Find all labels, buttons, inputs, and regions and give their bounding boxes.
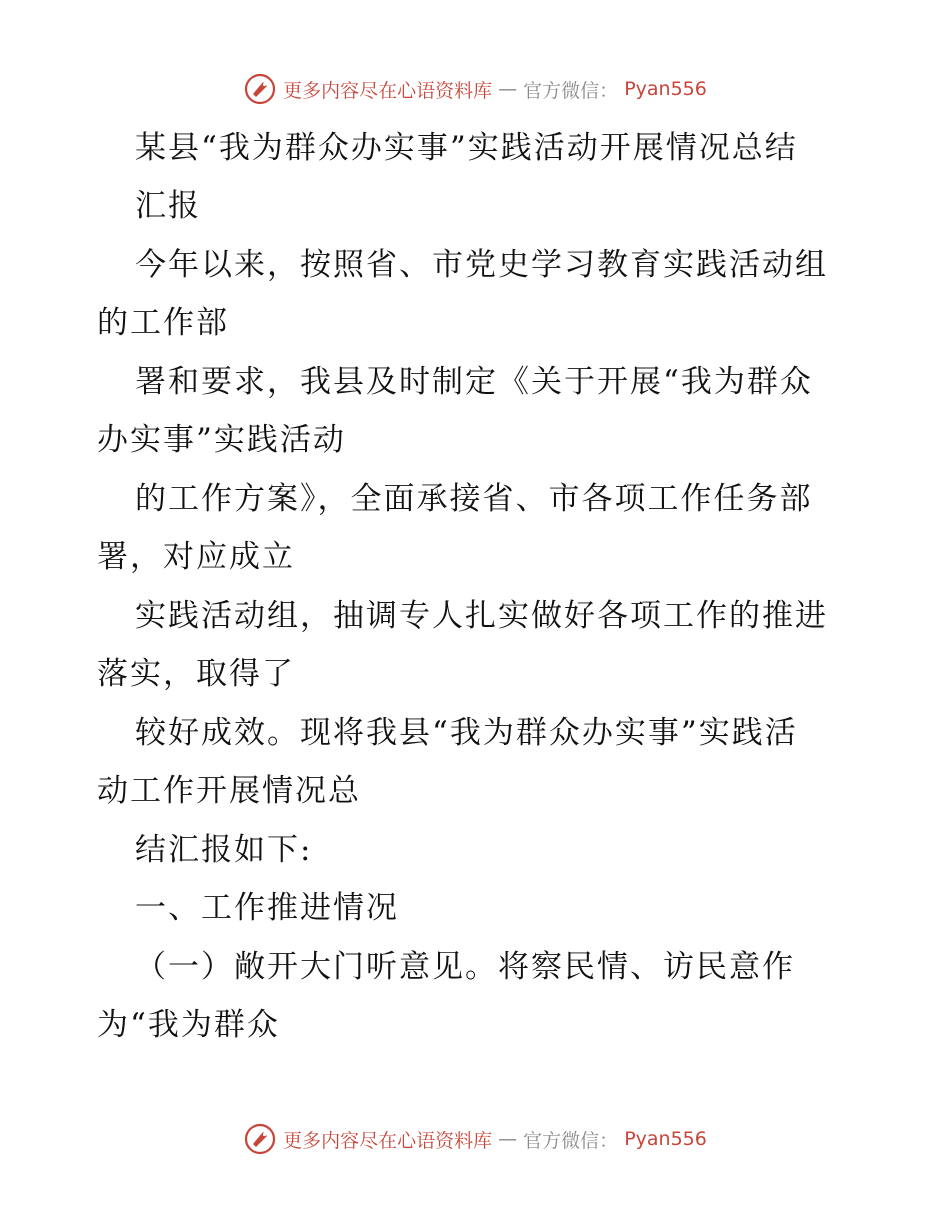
section-heading: 一、工作推进情况 <box>135 890 399 926</box>
paragraph-line: 为“我为群众 <box>97 1007 280 1043</box>
pen-nib-circle-icon <box>243 72 277 106</box>
paragraph-line: 办实事”实践活动 <box>97 422 346 458</box>
watermark-wechat-label: 官方微信： <box>523 1129 619 1152</box>
paragraph-line: 实践活动组，抽调专人扎实做好各项工作的推进 <box>135 598 828 634</box>
paragraph-line: 较好成效。现将我县“我为群众办实事”实践活 <box>135 715 798 751</box>
watermark-wechat-id: Pyan556 <box>624 1128 707 1150</box>
footer-watermark <box>0 1121 950 1157</box>
watermark-wechat-label: 官方微信： <box>523 79 619 102</box>
paragraph-line: 动工作开展情况总 <box>97 773 361 809</box>
paragraph-line: 的工作部 <box>97 305 229 341</box>
paragraph-line: （一）敞开大门听意见。将察民情、访民意作 <box>135 949 795 985</box>
document-title-line-1: 某县“我为群众办实事”实践活动开展情况总结 <box>135 130 798 166</box>
watermark-separator: — <box>498 78 518 100</box>
document-title-line-2: 汇报 <box>135 188 201 224</box>
watermark-wechat-id: Pyan556 <box>624 78 707 100</box>
paragraph-line: 署和要求，我县及时制定《关于开展“我为群众 <box>135 364 813 400</box>
watermark-brand-text: 更多内容尽在心语资料库 <box>283 1129 493 1152</box>
watermark-brand-text: 更多内容尽在心语资料库 <box>283 79 493 102</box>
watermark-separator: — <box>498 1128 518 1150</box>
paragraph-line: 署，对应成立 <box>97 539 295 575</box>
paragraph-line: 落实，取得了 <box>97 656 295 692</box>
paragraph-line: 的工作方案》，全面承接省、市各项工作任务部 <box>135 481 813 517</box>
paragraph-line: 结汇报如下: <box>135 832 313 868</box>
header-watermark <box>0 71 950 107</box>
paragraph-line: 今年以来，按照省、市党史学习教育实践活动组 <box>135 247 828 283</box>
pen-nib-circle-icon <box>243 1122 277 1156</box>
